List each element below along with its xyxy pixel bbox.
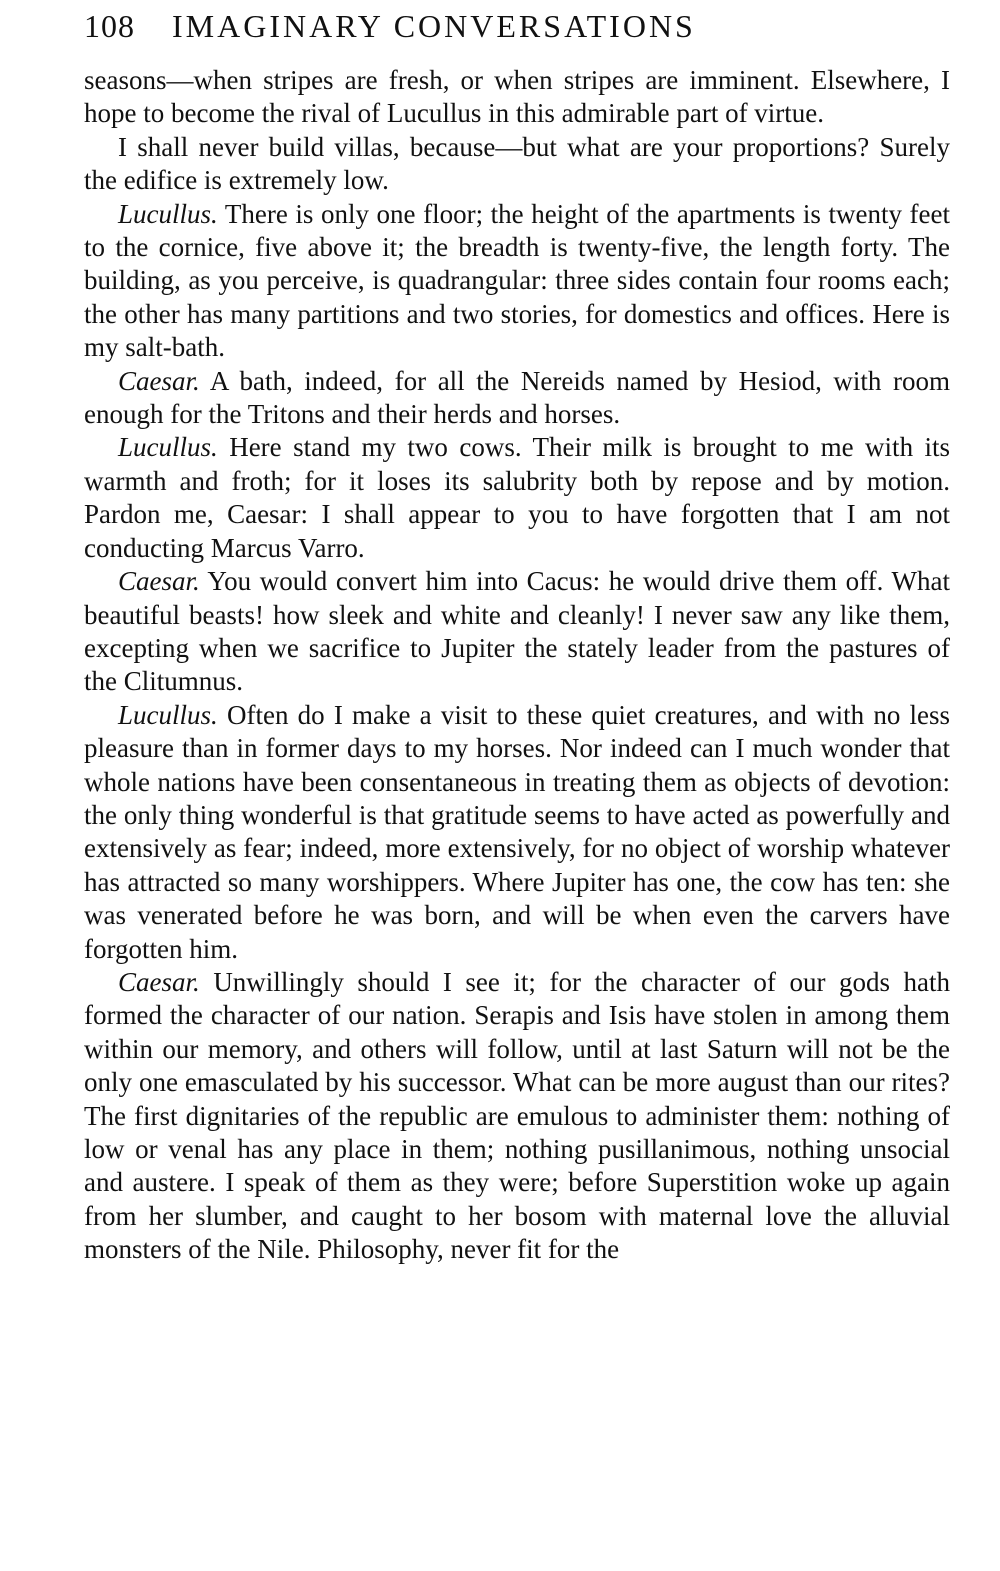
speaker-name: Lucullus. — [118, 699, 218, 730]
paragraph-text: seasons—when stripes are fresh, or when stripes are imminent. Elsewhere, I hope to become the rival of Lucullus in this admirable part of virtue. — [84, 65, 950, 129]
running-head — [84, 0, 956, 64]
body-text — [84, 64, 950, 1267]
paragraph-2 — [84, 131, 950, 198]
paragraph-6 — [84, 565, 950, 699]
paragraph-8 — [84, 966, 950, 1267]
paragraph-4 — [84, 365, 950, 432]
paragraph-text: A bath, indeed, for all the Nereids named by Hesiod, with room enough for the Tritons and their herds and horses. — [84, 365, 950, 430]
running-title: IMAGINARY CONVERSATIONS — [172, 8, 696, 44]
paragraph-3 — [84, 198, 950, 365]
speaker-name: Lucullus. — [118, 198, 218, 229]
paragraph-text: I shall never build villas, because—but what are your proportions? Surely the edifice is extremely low. — [84, 131, 950, 196]
paragraph-text: Often do I make a visit to these quiet creatures, and with no less pleasure than in former days to my horses. Nor indeed can I much wonder that whole nations have been consentaneous in treating them as objects of devotion: the only thing wonderful is that gratitude seems to have acted as powerfully and extensively as fear; indeed, more extensively, for no object of worship whatever has attracted so many worshippers. Where Jupiter has one, the cow has ten: she was venerated before he was born, and will be when even the carvers have forgotten him. — [84, 699, 951, 964]
paragraph-1 — [84, 64, 950, 131]
paragraph-5 — [84, 431, 950, 565]
speaker-name: Lucullus. — [118, 432, 218, 463]
paragraph-text: There is only one floor; the height of the apartments is twenty feet to the cornice, five above it; the breadth is twenty-five, the length forty. The building, as you perceive, is quadrangular: three sides contain four rooms each; the other has many partitions and two stories, for domestics and offices. Here is my salt-bath. — [84, 198, 950, 363]
speaker-name: Caesar. — [118, 966, 200, 997]
paragraph-7 — [84, 699, 950, 966]
paragraph-text: Here stand my two cows. Their milk is brought to me with its warmth and froth; for it loses its salubrity both by repose and by motion. Pardon me, Caesar: I shall appear to you to have forgotten that I am not conducting Marcus Varro. — [84, 432, 951, 563]
paragraph-text: Unwillingly should I see it; for the character of our gods hath formed the character of our nation. Serapis and Isis have stolen in among them within our memory, and others will follow, until at last Saturn will not be the only one emasculated by his successor. What can be more august than our rites? The first dignitaries of the republic are emulous to administer them: nothing of low or venal has any place in them; nothing pusillanimous, nothing unsocial and austere. I speak of them as they were; before Superstition woke up again from her slumber, and caught to her bosom with maternal love the alluvial monsters of the Nile. Philosophy, never fit for the — [84, 966, 951, 1265]
paragraph-text: You would convert him into Cacus: he would drive them off. What beautiful beasts! how sleek and white and cleanly! I never saw any like them, excepting when we sacrifice to Jupiter the stately leader from the pastures of the Clitumnus. — [84, 566, 950, 697]
speaker-name: Caesar. — [118, 365, 200, 396]
page-number: 108 — [84, 8, 135, 44]
book-page — [84, 0, 956, 1571]
speaker-name: Caesar. — [118, 566, 200, 597]
